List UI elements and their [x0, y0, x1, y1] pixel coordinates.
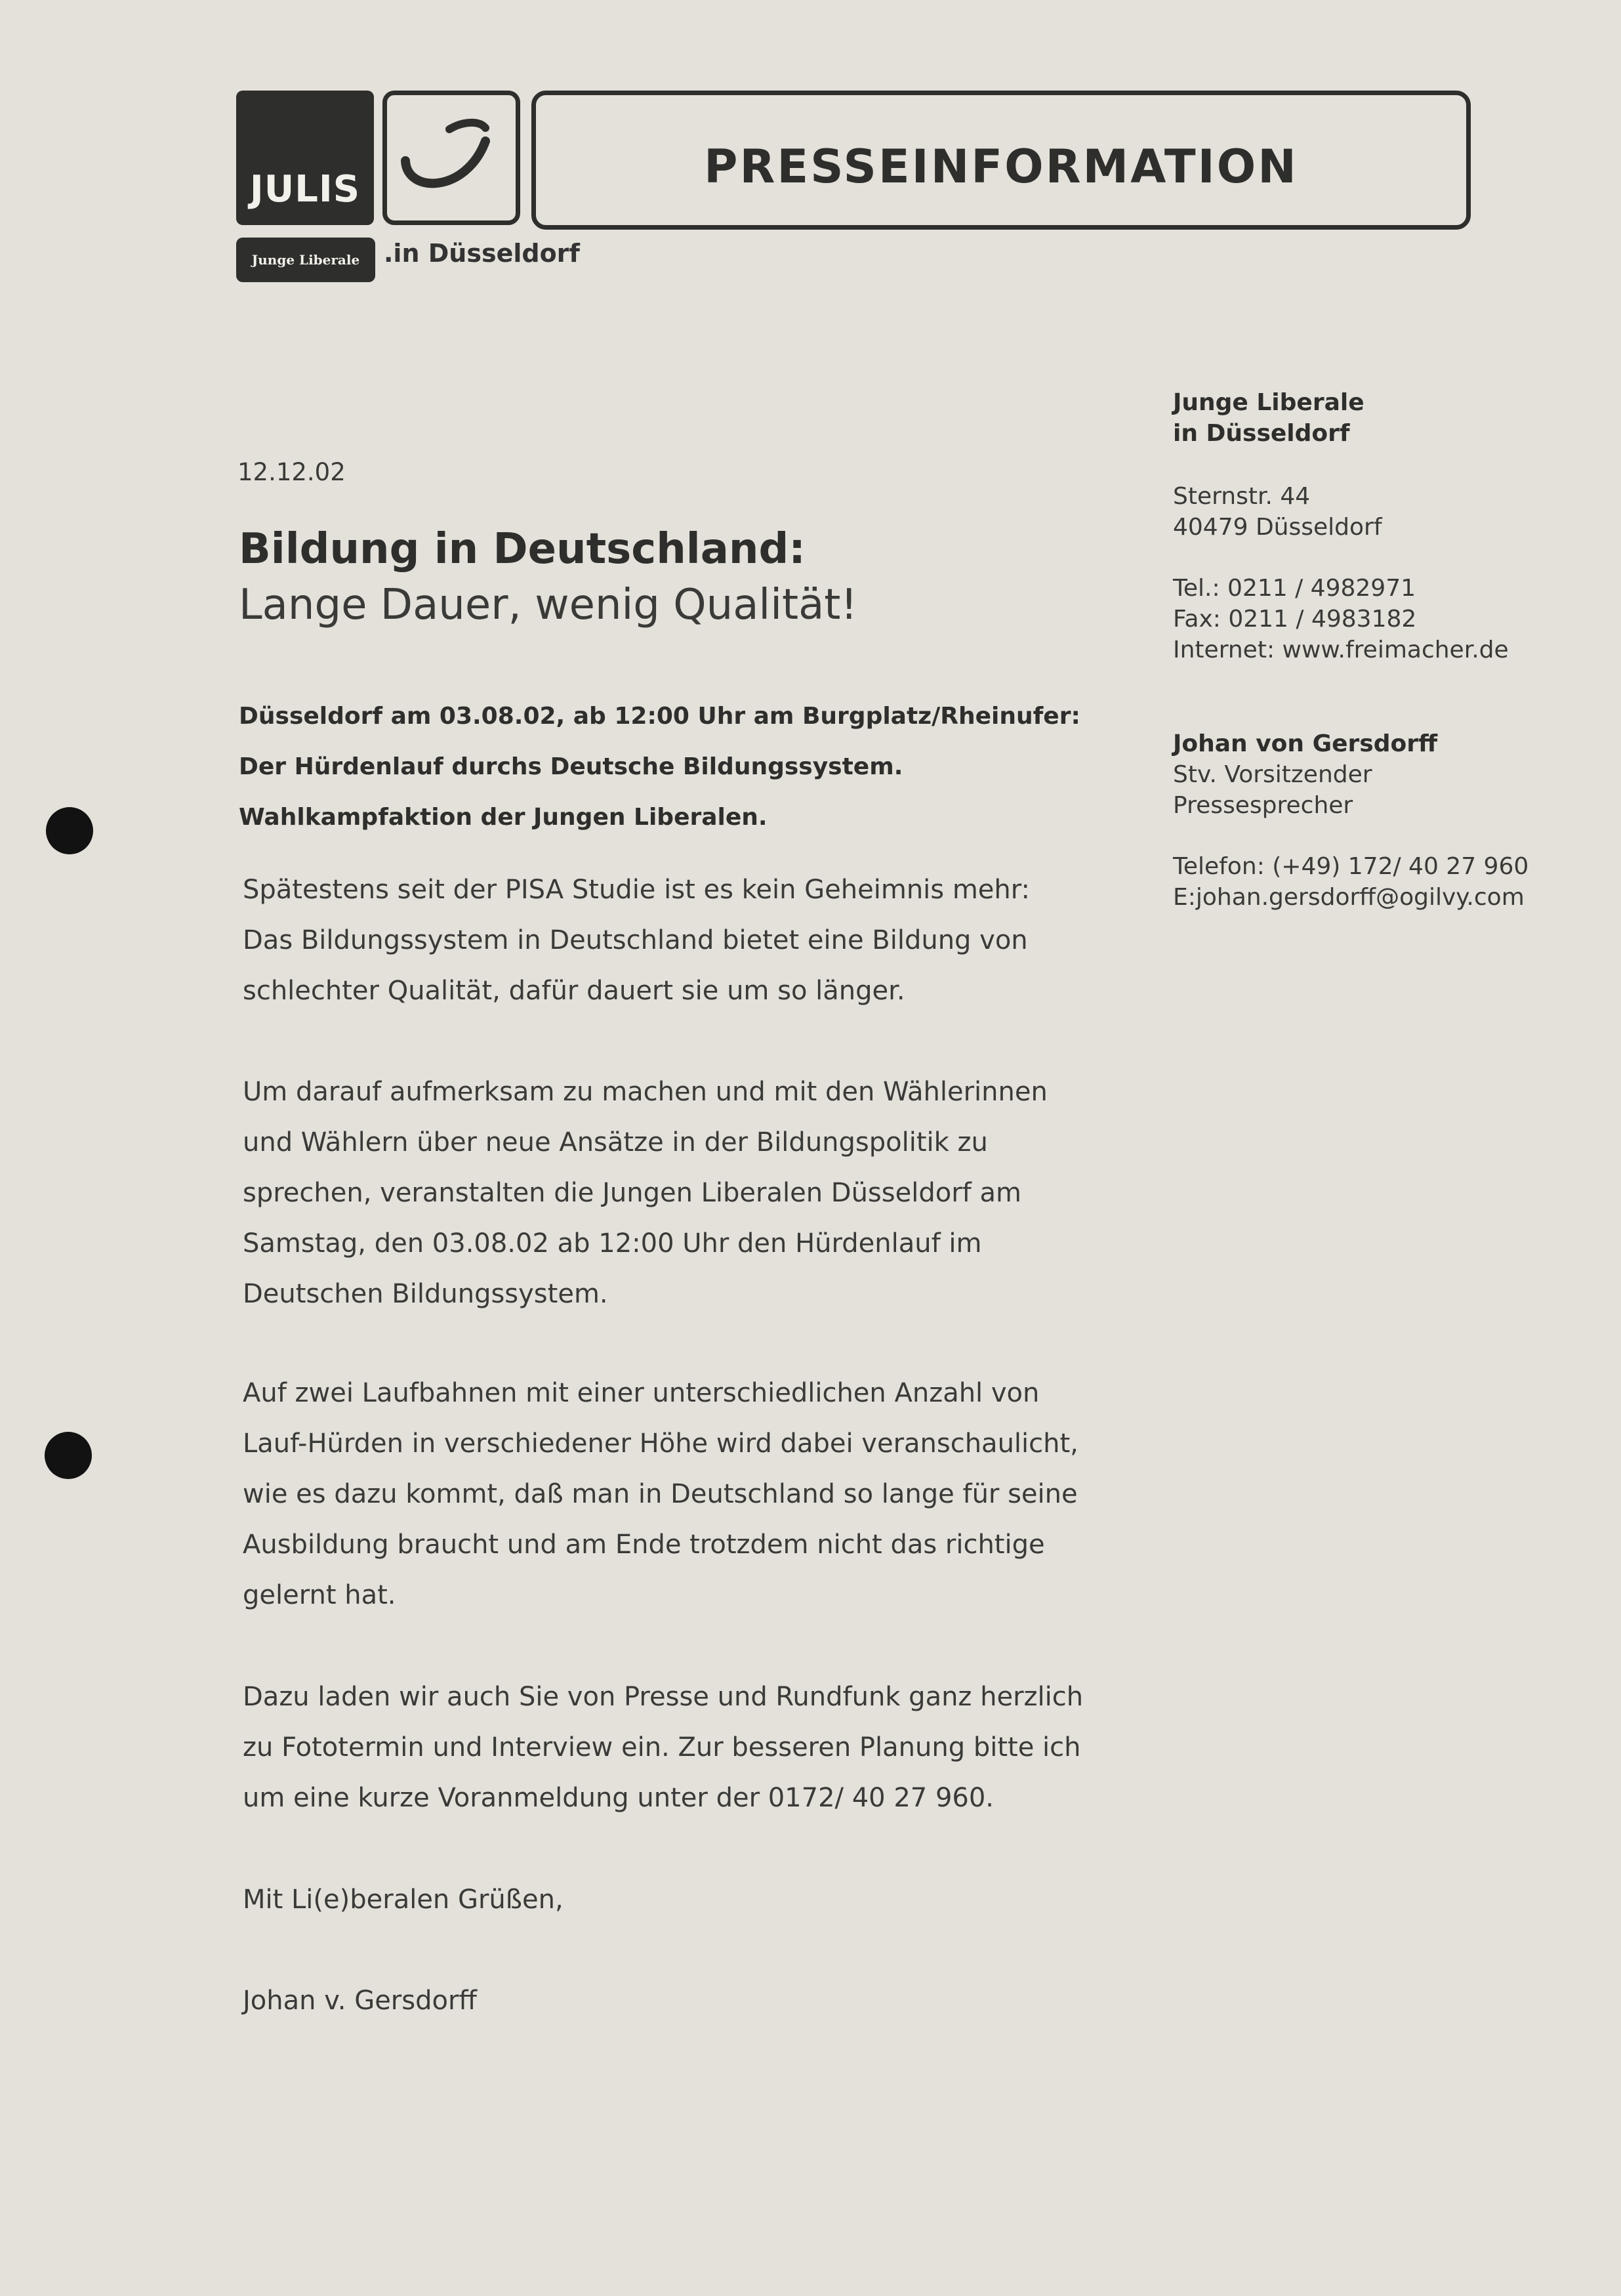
text-line: um eine kurze Voranmeldung unter der 0172/ 40 27 960. — [243, 1783, 994, 1813]
contact-role2: Pressesprecher — [1173, 792, 1353, 819]
text-line: zu Fototermin und Interview ein. Zur besseren Planung bitte ich — [243, 1732, 1081, 1763]
closing: Mit Li(e)beralen Grüßen, — [243, 1885, 564, 1915]
logo-subtitle-badge — [236, 238, 375, 282]
lead-block — [239, 691, 1080, 843]
punch-hole — [46, 807, 93, 854]
julis-logo — [236, 91, 374, 225]
header-title-box — [531, 91, 1471, 230]
subheadline: Lange Dauer, wenig Qualität! — [239, 581, 858, 629]
contact-name: Johan von Gersdorff — [1173, 730, 1438, 757]
org-name-line2: in Düsseldorf — [1173, 420, 1350, 447]
tel: Tel.: 0211 / 4982971 — [1173, 575, 1416, 602]
text-line: Lauf-Hürden in verschiedener Höhe wird dabei veranschaulicht, — [243, 1429, 1078, 1459]
text-line: Ausbildung braucht und am Ende trotzdem nicht das richtige — [243, 1530, 1045, 1560]
text-line: und Wählern über neue Ansätze in der Bildungspolitik zu — [243, 1127, 988, 1158]
phone: Telefon: (+49) 172/ 40 27 960 — [1173, 853, 1529, 880]
header-city: .in Düsseldorf — [384, 239, 580, 268]
text-line: sprechen, veranstalten die Jungen Liberalen Düsseldorf am — [243, 1178, 1021, 1208]
lead-line: Düsseldorf am 03.08.02, ab 12:00 Uhr am Burgplatz/Rheinufer: — [239, 703, 1080, 730]
sidebar-phone-email — [1173, 851, 1529, 913]
contact-role1: Stv. Vorsitzender — [1173, 761, 1372, 788]
lead-line: Wahlkampfaktion der Jungen Liberalen. — [239, 804, 768, 831]
paragraph-2 — [243, 1067, 1048, 1320]
julis-swoosh-logo — [382, 91, 520, 225]
text-line: Deutschen Bildungssystem. — [243, 1279, 608, 1309]
text-line: Um darauf aufmerksam zu machen und mit den Wählerinnen — [243, 1077, 1048, 1107]
sidebar-contact-numbers — [1173, 573, 1509, 665]
sidebar-org — [1173, 387, 1365, 449]
org-name-line1: Junge Liberale — [1173, 389, 1365, 416]
text-line: schlechter Qualität, dafür dauert sie um so länger. — [243, 976, 905, 1006]
paragraph-3 — [243, 1368, 1078, 1621]
internet: Internet: www.freimacher.de — [1173, 637, 1509, 663]
email: E:johan.gersdorff@ogilvy.com — [1173, 884, 1525, 911]
logo-subtitle: Junge Liberale — [251, 252, 360, 268]
text-line: Das Bildungssystem in Deutschland bietet eine Bildung von — [243, 925, 1028, 955]
fax: Fax: 0211 / 4983182 — [1173, 606, 1417, 633]
text-line: Samstag, den 03.08.02 ab 12:00 Uhr den Hürdenlauf im — [243, 1228, 982, 1259]
text-line: Spätestens seit der PISA Studie ist es kein Geheimnis mehr: — [243, 875, 1030, 905]
sidebar-press-contact — [1173, 728, 1437, 821]
page-title: PRESSEINFORMATION — [704, 140, 1298, 194]
punch-hole — [45, 1432, 92, 1479]
swoosh-icon — [387, 95, 516, 220]
text-line: Auf zwei Laufbahnen mit einer unterschiedlichen Anzahl von — [243, 1378, 1040, 1408]
lead-line: Der Hürdenlauf durchs Deutsche Bildungssystem. — [239, 753, 903, 780]
headline: Bildung in Deutschland: — [239, 525, 806, 574]
date: 12.12.02 — [237, 458, 346, 486]
text-line: gelernt hat. — [243, 1580, 396, 1610]
signature: Johan v. Gersdorff — [243, 1986, 477, 2016]
paragraph-1 — [243, 865, 1030, 1016]
text-line: Dazu laden wir auch Sie von Presse und Rundfunk ganz herzlich — [243, 1682, 1084, 1712]
zip-city: 40479 Düsseldorf — [1173, 514, 1382, 541]
logo-text: JULIS — [249, 168, 361, 211]
street: Sternstr. 44 — [1173, 483, 1311, 510]
text-line: wie es dazu kommt, daß man in Deutschland so lange für seine — [243, 1479, 1078, 1509]
sidebar-address — [1173, 481, 1382, 543]
paragraph-4 — [243, 1672, 1083, 1824]
